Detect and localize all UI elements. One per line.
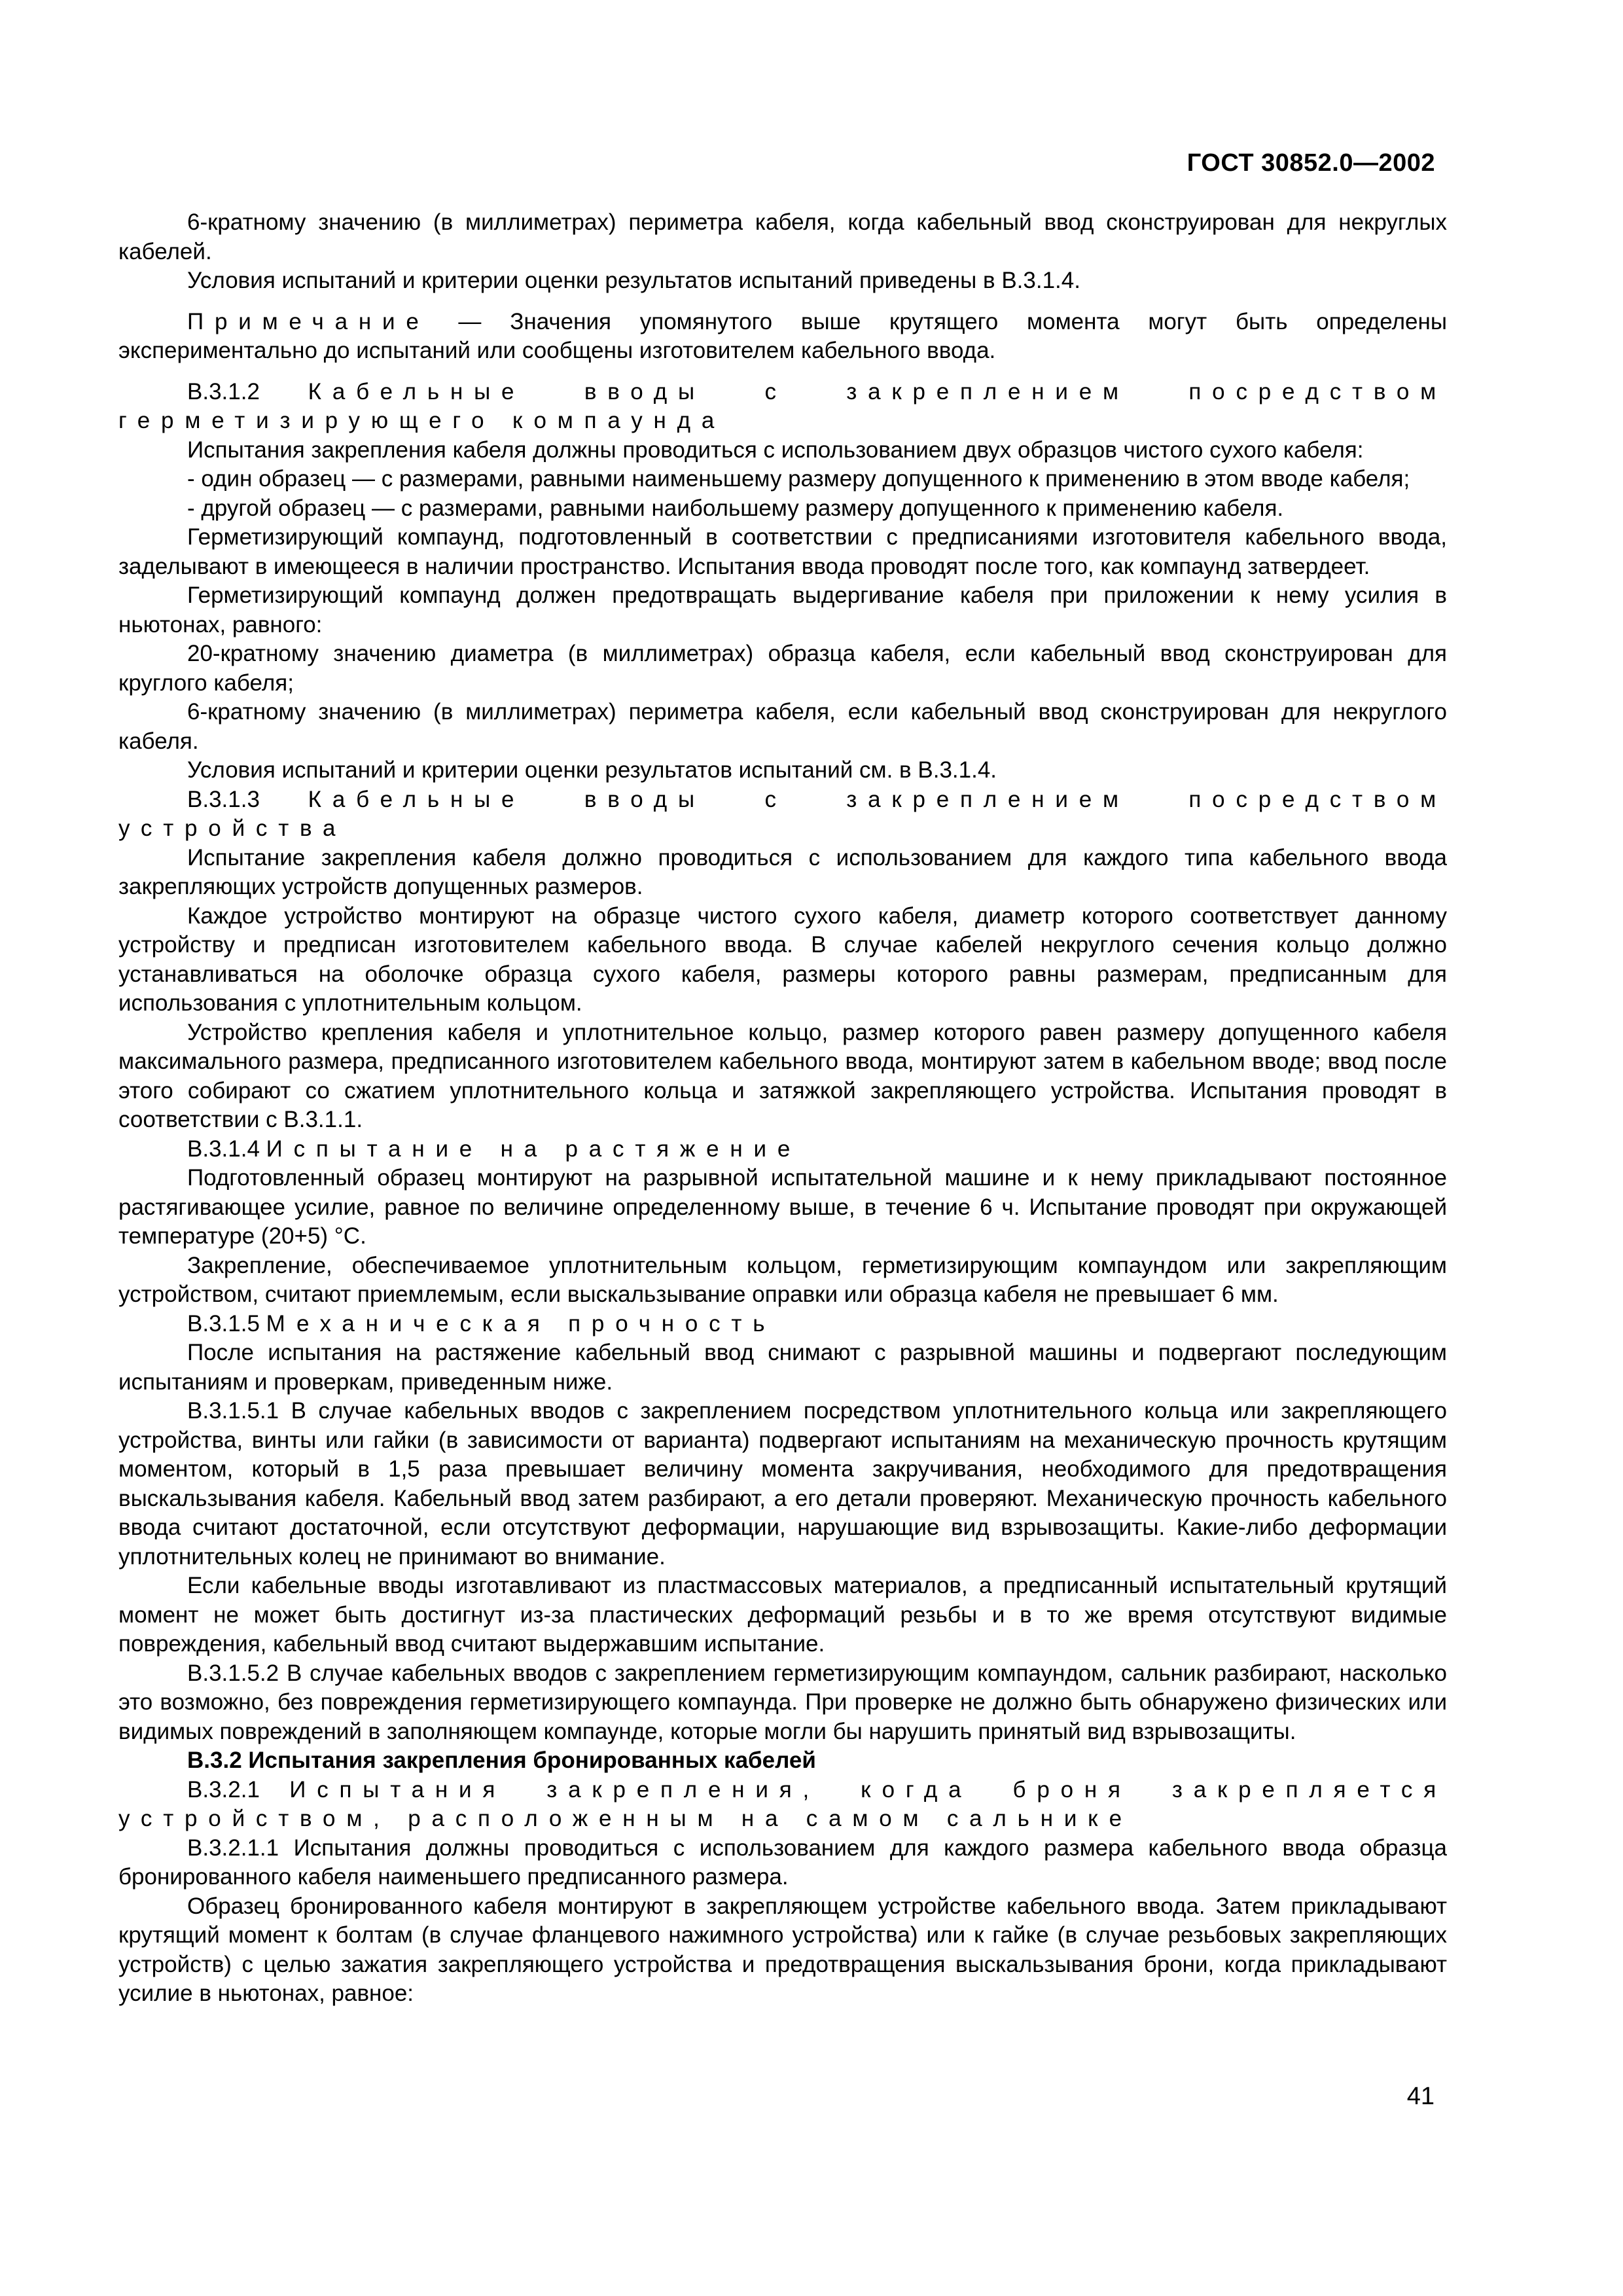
paragraph: 20-кратному значению диаметра (в миллиметрах) образца кабеля, если кабельный ввод сконструирован для круглого кабеля;	[118, 641, 1447, 696]
paragraph: Образец бронированного кабеля монтируют в закрепляющем устройстве кабельного ввода. Затем прикладывают крутящий момент к болтам (в случае фланцевого нажимного устройства) или к гайке (в случае резьбовых закрепляющих устройств) с целью зажатия закрепляющего устройства и предотвращения выскальзывания брони, когда прикладывают усилие в ньютонах, равное:	[118, 1893, 1447, 2006]
paragraph: В.3.1.5.2 В случае кабельных вводов с закреплением герметизирующим компаундом, сальник разбирают, насколько это возможно, без повреждения герметизирующего компаунда. При проверке не должно быть обнаружено физических или видимых повреждений в заполняющем компаунде, которые могли бы нарушить принятый вид взрывозащиты.	[118, 1660, 1447, 1744]
page-number: 41	[1406, 2083, 1435, 2110]
section-title: Кабельные вводы с закреплением посредством герметизирующего компаунда	[118, 378, 1447, 433]
section-title: Испытание на растяжение	[266, 1136, 802, 1162]
section-title: Испытания закрепления, когда броня закрепляется устройством, расположенным на самом сальнике	[118, 1776, 1447, 1831]
section-number: В.3.1.3	[187, 786, 260, 812]
paragraph: 6-кратному значению (в миллиметрах) периметра кабеля, если кабельный ввод сконструирован для некруглого кабеля.	[118, 699, 1447, 754]
section-heading-b315	[118, 1310, 1447, 1339]
section-heading-b321	[118, 1776, 1447, 1834]
section-title: Кабельные вводы с закреплением посредством устройства	[118, 786, 1447, 841]
section-number: В.3.1.4	[187, 1136, 260, 1162]
section-heading-b312	[118, 378, 1447, 436]
paragraph: 6-кратному значению (в миллиметрах) периметра кабеля, когда кабельный ввод сконструирован для некруглых кабелей.	[118, 209, 1447, 264]
paragraph: Каждое устройство монтируют на образце чистого сухого кабеля, диаметр которого соответствует данному устройству и предписан изготовителем кабельного ввода. В случае кабелей некруглого сечения кольцо должно устанавливаться на оболочке образца сухого кабеля, размеры которого равны размерам, предписанным для использования с уплотнительным кольцом.	[118, 903, 1447, 1016]
section-number: В.3.2.1	[187, 1776, 260, 1803]
document-body	[118, 208, 1447, 2009]
section-number: В.3.1.2	[187, 378, 260, 404]
list-item: - другой образец — с размерами, равными наибольшему размеру допущенного к применению кабеля.	[187, 495, 1284, 521]
paragraph: Герметизирующий компаунд, подготовленный в соответствии с предписаниями изготовителя кабельного ввода, заделывают в имеющееся в наличии пространство. Испытания ввода проводят после того, как компаунд затвердеет.	[118, 524, 1447, 579]
paragraph: В.3.2.1.1 Испытания должны проводиться с использованием для каждого размера кабельного ввода образца бронированного кабеля наименьшего предписанного размера.	[118, 1835, 1447, 1890]
paragraph: Закрепление, обеспечиваемое уплотнительным кольцом, герметизирующим компаундом или закрепляющим устройством, считают приемлемым, если выскальзывание оправки или образца кабеля не превышает 6 мм.	[118, 1252, 1447, 1307]
section-heading-b314	[118, 1135, 1447, 1164]
section-number: В.3.1.5	[187, 1310, 260, 1336]
paragraph: Условия испытаний и критерии оценки результатов испытаний приведены в В.3.1.4.	[187, 268, 1080, 293]
section-heading-b32: В.3.2 Испытания закрепления бронированных кабелей	[187, 1748, 816, 1773]
paragraph: Условия испытаний и критерии оценки результатов испытаний см. в В.3.1.4.	[187, 757, 997, 783]
section-heading-b313	[118, 785, 1447, 844]
list-item: - один образец — с размерами, равными наименьшему размеру допущенного к применению в этом вводе кабеля;	[187, 466, 1410, 492]
paragraph: Испытание закрепления кабеля должно проводиться с использованием для каждого типа кабельного ввода закрепляющих устройств допущенных размеров.	[118, 844, 1447, 899]
paragraph: В.3.1.5.1 В случае кабельных вводов с закреплением посредством уплотнительного кольца или закрепляющего устройства, винты или гайки (в зависимости от варианта) подвергают испытаниям на механическую прочность крутящим моментом, который в 1,5 раза превышает величину момента закручивания, необходимого для предотвращения выскальзывания кабеля. Кабельный ввод затем разбирают, а его детали проверяют. Механическую прочность кабельного ввода считают достаточной, если отсутствуют деформации, нарушающие вид взрывозащиты. Какие-либо деформации уплотнительных колец не принимают во внимание.	[118, 1398, 1447, 1570]
note-label: Примечание	[187, 308, 430, 334]
paragraph: Устройство крепления кабеля и уплотнительное кольцо, размер которого равен размеру допущенного кабеля максимального размера, предписанного изготовителем кабельного ввода, монтируют затем в кабельном вводе; ввод после этого собирают со сжатием уплотнительного кольца и затяжкой закрепляющего устройства. Испытания проводят в соответствии с В.3.1.1.	[118, 1019, 1447, 1132]
document-id: ГОСТ 30852.0—2002	[1186, 149, 1435, 177]
note-paragraph	[118, 308, 1447, 366]
section-title: Механическая прочность	[266, 1310, 776, 1336]
paragraph: Испытания закрепления кабеля должны проводиться с использованием двух образцов чистого сухого кабеля:	[187, 437, 1364, 463]
note-text: — Значения упомянутого выше крутящего момента могут быть определены экспериментально до испытаний или сообщены изготовителем кабельного ввода.	[118, 308, 1447, 363]
paragraph: После испытания на растяжение кабельный ввод снимают с разрывной машины и подвергают последующим испытаниям и проверкам, приведенным ниже.	[118, 1340, 1447, 1395]
paragraph: Подготовленный образец монтируют на разрывной испытательной машине и к нему прикладывают постоянное растягивающее усилие, равное по величине определенному выше, в течение 6 ч. Испытание проводят при окружающей температуре (20+5) °С.	[118, 1165, 1447, 1249]
paragraph: Если кабельные вводы изготавливают из пластмассовых материалов, а предписанный испытательный крутящий момент не может быть достигнут из-за пластических деформаций резьбы и в то же время отсутствуют видимые повреждения, кабельный ввод считают выдержавшим испытание.	[118, 1573, 1447, 1657]
paragraph: Герметизирующий компаунд должен предотвращать выдергивание кабеля при приложении к нему усилия в ньютонах, равного:	[118, 583, 1447, 637]
